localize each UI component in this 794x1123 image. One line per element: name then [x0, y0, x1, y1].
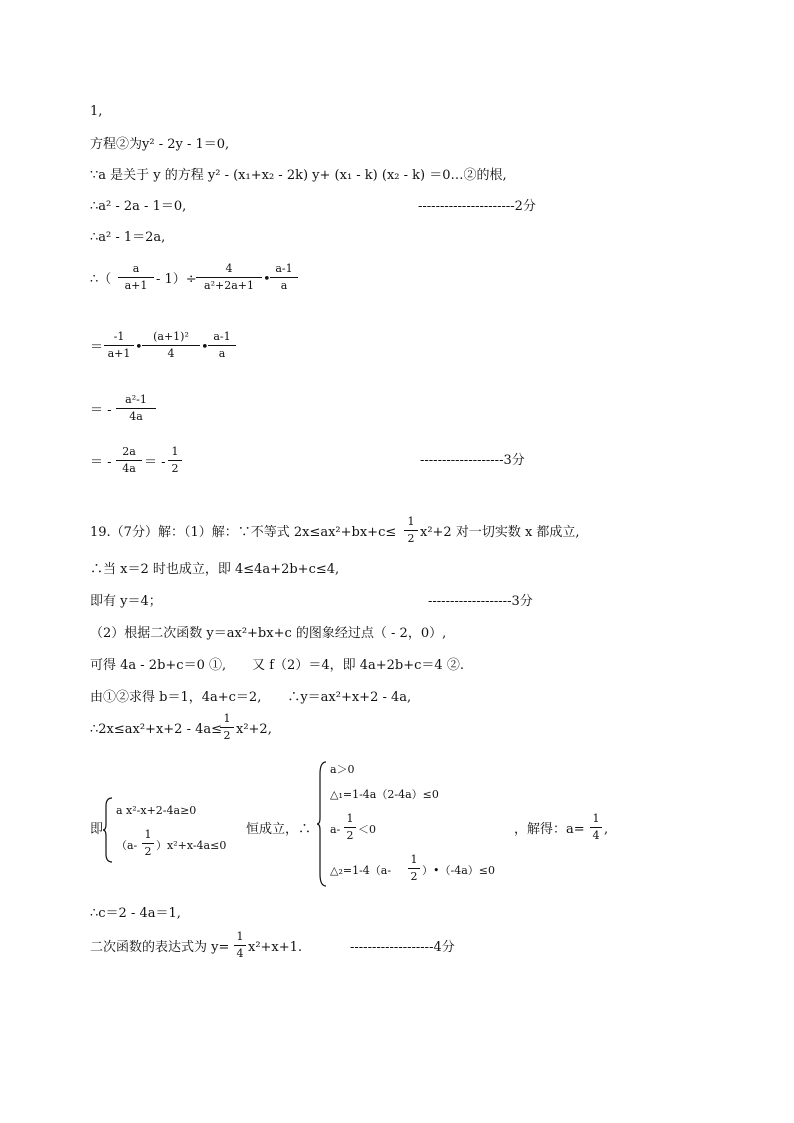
line-x-equals-2: ∴当 x＝2 时也成立，即 4≤4a+2b+c≤4,: [90, 562, 340, 577]
l11-head: ∴2x≤ax²+x+2 - 4a≤: [90, 722, 223, 737]
line-solve-b: 由①②求得 b＝1，4a+c＝2, ∴y＝ax²+x+2 - 4a,: [90, 690, 412, 705]
l13-tail: x²+x+1.: [248, 940, 303, 955]
l11-tail: x²+2,: [236, 722, 272, 737]
left-brace-1: [102, 796, 114, 864]
eq2-fraction-3: a-1 a: [208, 330, 236, 361]
eq1-fraction-3: a-1 a: [270, 262, 298, 293]
eq4-fraction-2: 1 2: [168, 445, 182, 476]
score-mark-2: ----------------------2分: [418, 199, 536, 214]
score-mark-3b: -------------------3分: [428, 594, 533, 609]
sys-row-2a: （a-: [116, 839, 138, 852]
eq4-mid: ＝ -: [144, 455, 166, 470]
sys-mid: 恒成立，∴: [246, 822, 312, 837]
eq3-lead: ＝ -: [90, 403, 112, 418]
sys-row-2-fraction: 1 2: [142, 828, 154, 859]
q19-head: 19.（7分）解：（1）解：∵不等式 2x≤ax²+bx+c≤: [90, 525, 397, 540]
l13-head: 二次函数的表达式为 y=: [90, 940, 230, 955]
left-brace-2: [316, 760, 328, 888]
line-y-equals-4: 即有 y＝4；: [90, 594, 162, 609]
eq2-fraction-2: (a+1)² 4: [142, 330, 200, 361]
q19-tail: x²+2 对一切实数 x 都成立,: [420, 525, 580, 540]
l13-fraction: 1 4: [234, 930, 246, 961]
eq4-lead: ＝ -: [90, 455, 112, 470]
line-a-equation: ∴a² - 2a - 1＝0,: [90, 199, 187, 214]
eq1-fraction-2: 4 a²+2a+1: [196, 262, 262, 293]
eq1-lead: ∴（: [90, 272, 112, 287]
sys-answer-tail: ,: [604, 822, 609, 837]
eq2-lead: ＝: [90, 340, 104, 355]
eq1-mid: - 1）÷: [156, 272, 197, 287]
sys-row-1: a x²-x+2-4a≥0: [116, 804, 197, 817]
sys-cond-3b: ＜0: [358, 823, 376, 836]
sys-cond-1: a＞0: [330, 763, 355, 776]
sys-cond-3a: a-: [330, 823, 341, 836]
line-root-statement: ∵a 是关于 y 的方程 y² - (x₁+x₂ - 2k) y+ (x₁ - k) (x₂ - k) ＝0…②的根,: [90, 168, 507, 183]
sys-cond-4b: ）•（-4a）≤0: [422, 864, 495, 877]
line-1: 1,: [90, 104, 103, 119]
sys-cond-4a: △₂=1-4（a-: [330, 864, 392, 877]
eq3-fraction: a²-1 4a: [116, 393, 156, 424]
sys-cond-2: △₁=1-4a（2-4a）≤0: [330, 788, 439, 801]
eq2-fraction-1: -1 a+1: [104, 330, 134, 361]
sys-answer-fraction: 1 4: [590, 812, 602, 843]
l11-fraction: 1 2: [220, 712, 234, 743]
line-part-2: （2）根据二次函数 y＝ax²+bx+c 的图象经过点（ - 2，0）,: [90, 626, 447, 641]
line-equation-2: 方程②为y² - 2y - 1＝0,: [90, 137, 230, 152]
line-equations-1-2: 可得 4a - 2b+c＝0 ①, 又 f（2）＝4，即 4a+2b+c＝4 ②.: [90, 658, 464, 673]
sys-solve: ，解得：a=: [514, 822, 585, 837]
eq1-dot: •: [263, 272, 271, 287]
line-c-value: ∴c＝2 - 4a＝1,: [90, 906, 181, 921]
score-mark-4: -------------------4分: [350, 940, 455, 955]
eq2-dot-2: •: [201, 340, 209, 355]
sys-cond-4-fraction: 1 2: [408, 853, 420, 884]
eq4-fraction-1: 2a 4a: [116, 445, 142, 476]
sys-cond-3-fraction: 1 2: [344, 812, 356, 843]
line-a-squared: ∴a² - 1＝2a,: [90, 230, 166, 245]
eq2-dot-1: •: [135, 340, 143, 355]
q19-fraction: 1 2: [404, 515, 418, 546]
score-mark-3a: -------------------3分: [420, 453, 525, 468]
sys-row-2b: ）x²+x-4a≤0: [156, 839, 227, 852]
sys-ji: 即: [90, 822, 104, 837]
eq1-fraction-1: a a+1: [118, 262, 154, 293]
